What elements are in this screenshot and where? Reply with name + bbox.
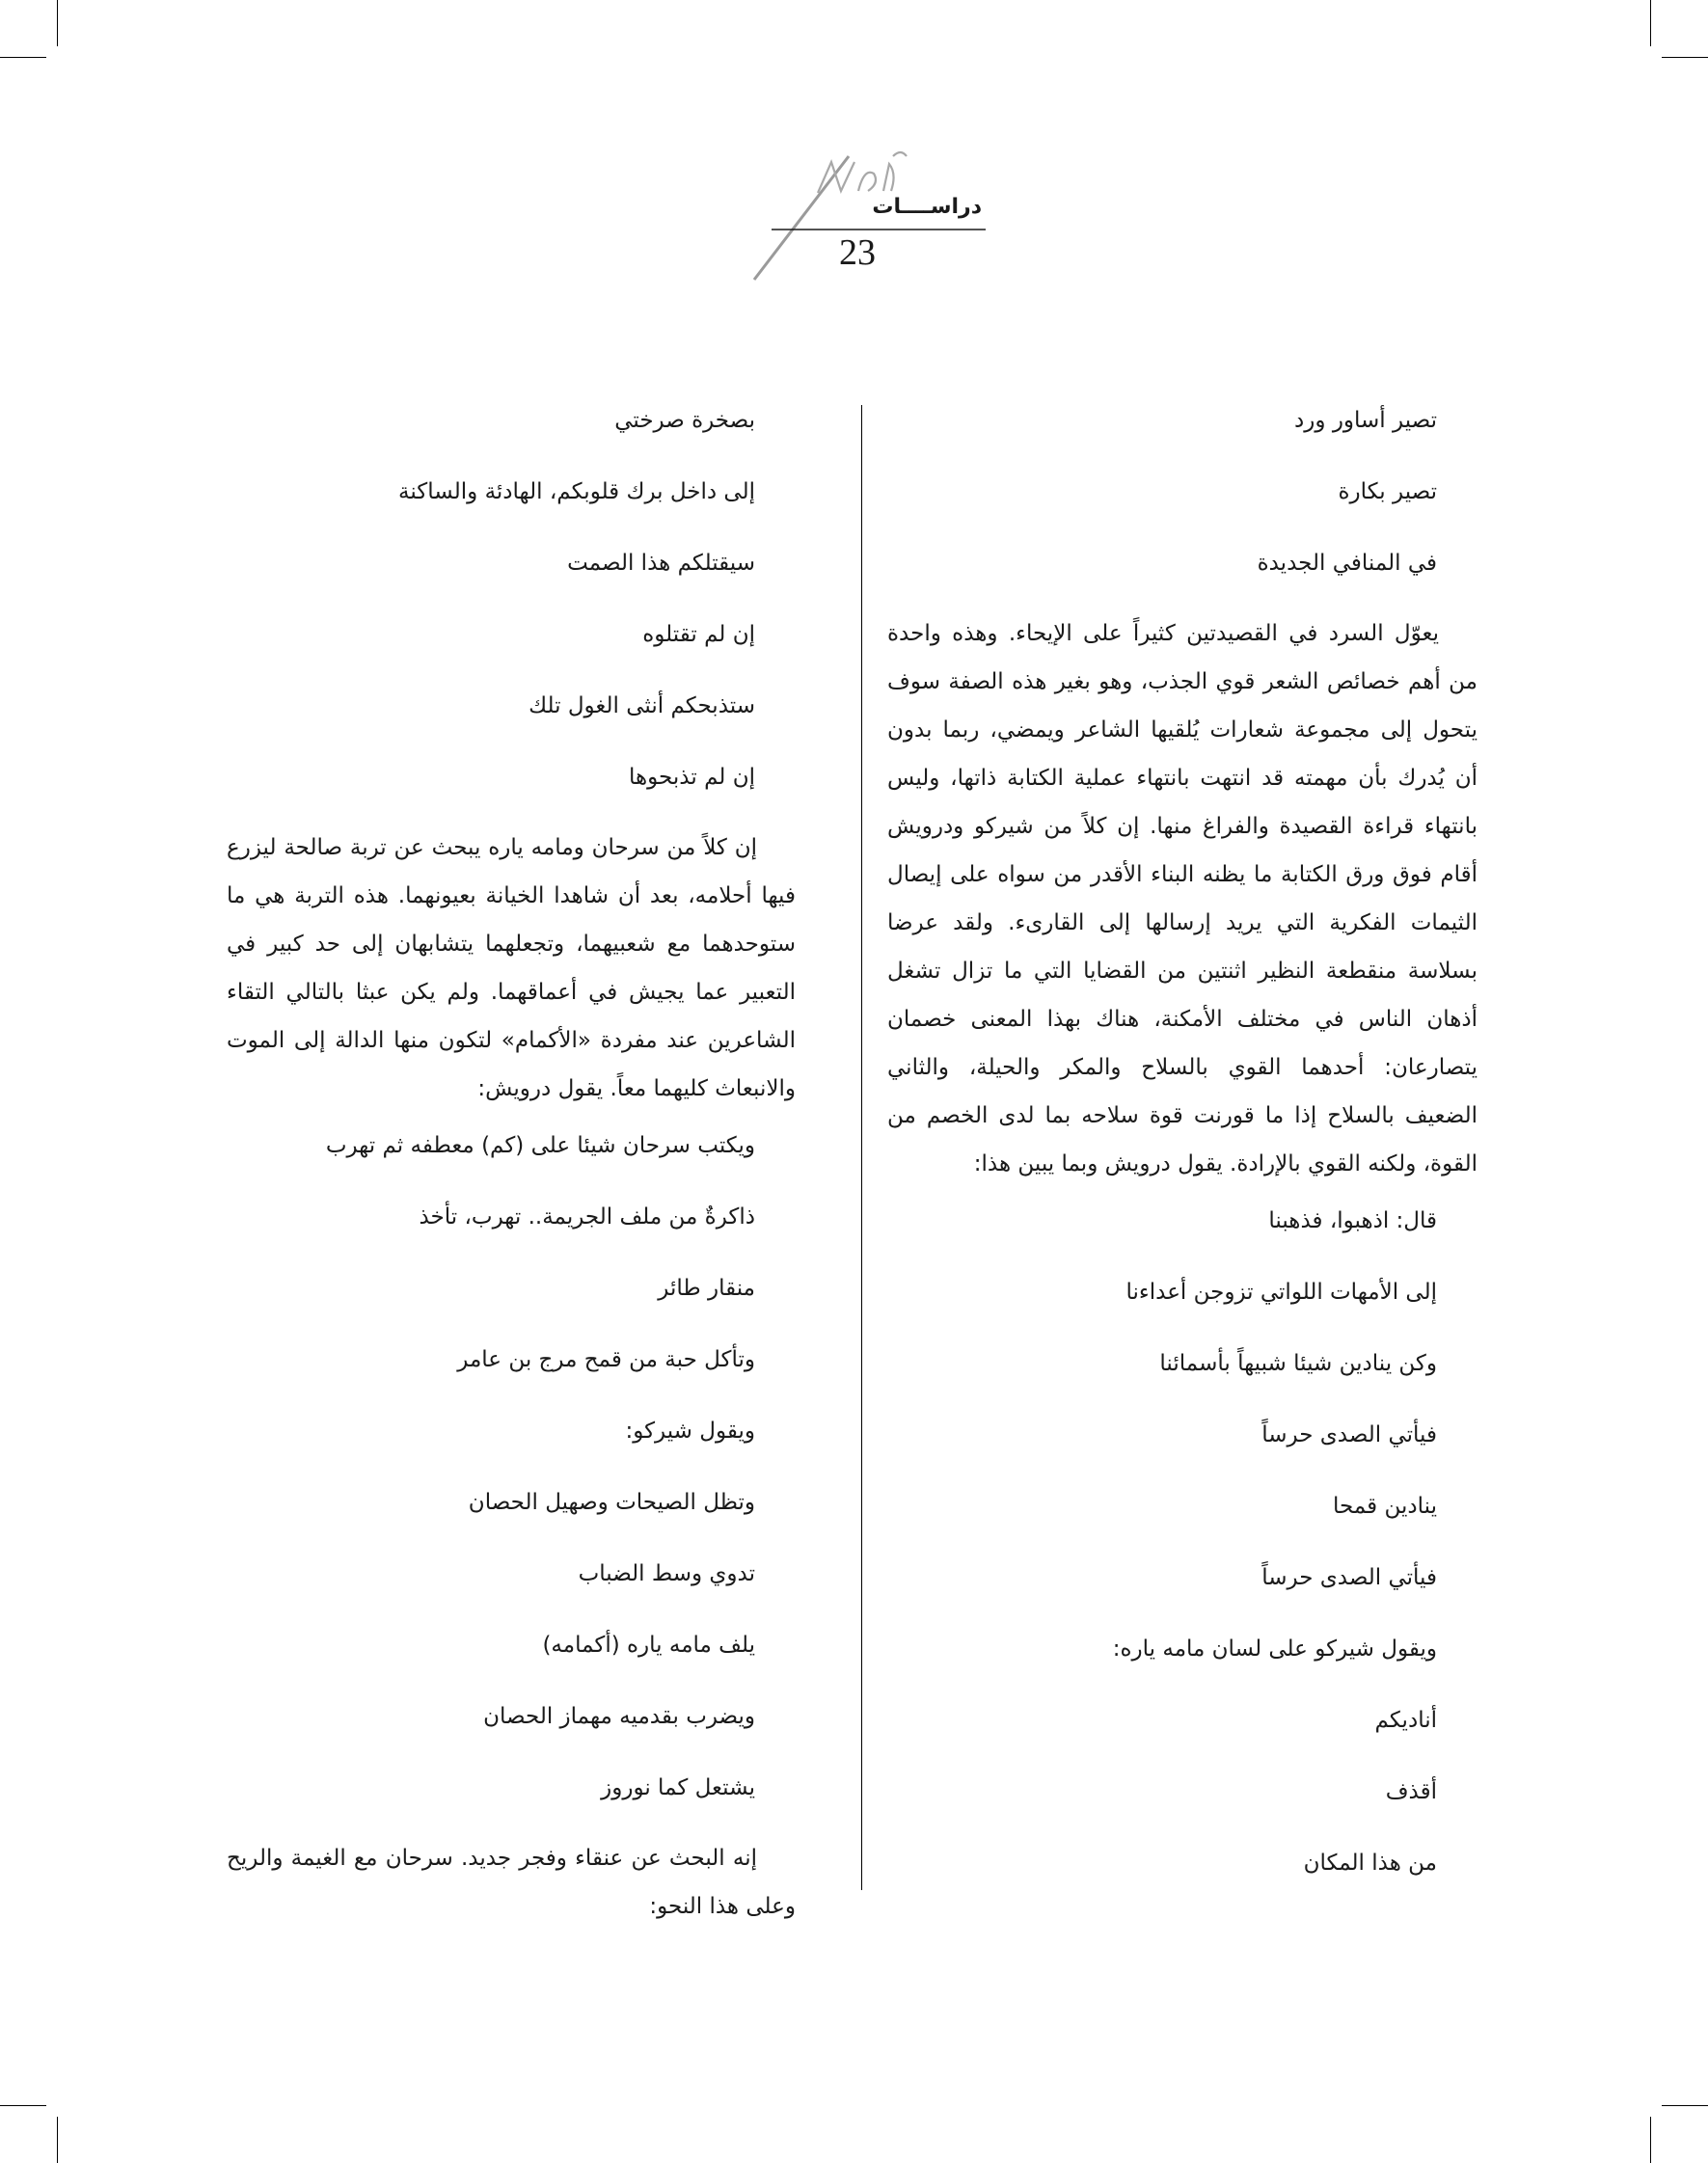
verse-line: ستذبحكم أنثى الغول تلك bbox=[529, 693, 755, 718]
verse-line: أقذف bbox=[1385, 1779, 1437, 1804]
verse-line: ويقول شيركو على لسان مامه ياره: bbox=[1112, 1636, 1437, 1662]
verse-line: ينادين قمحا bbox=[1333, 1494, 1437, 1519]
page-number: 23 bbox=[839, 232, 876, 273]
verse-line: إن لم تقتلوه bbox=[642, 622, 755, 647]
verse-line: بصخرة صرختي bbox=[614, 408, 755, 433]
page-header bbox=[714, 135, 1003, 289]
verse-line: يلف مامه ياره (أكمامه) bbox=[542, 1633, 755, 1658]
closing-paragraph: إنه البحث عن عنقاء وفجر جديد. سرحان مع الغيمة والريح وعلى هذا النحو: bbox=[227, 1846, 796, 1919]
verse-line: يشتعل كما نوروز bbox=[601, 1775, 755, 1800]
verse-line: أناديكم bbox=[1374, 1708, 1437, 1733]
verse-line: منقار طائر bbox=[658, 1276, 755, 1301]
verse-line: إلى الأمهات اللواتي تزوجن أعداءنا bbox=[1125, 1280, 1437, 1305]
verse-line: إلى داخل برك قلوبكم، الهادئة والساكنة bbox=[398, 479, 755, 504]
verse-line: إن لم تذبحوها bbox=[629, 765, 755, 790]
column-divider bbox=[861, 405, 862, 1890]
body-paragraph: يعوّل السرد في القصيدتين كثيراً على الإيحاء. وهذه واحدة من أهم خصائص الشعر قوي الجذب، وهو بغير هذه الصفة سوف يتحول إلى مجموعة شعارات يُلقيها الشاعر ويمضي، ربما بدون أن يُدرك بأن مهمته قد انتهت بانتهاء عملية الكتابة ذاتها، وليس بانتهاء قراءة القصيدة والفراغ منها. إن كلاً من شيركو ودرويش أقام فوق ورق الكتابة ما يظنه البناء الأقدر من سواه على إيصال الثيمات الفكرية التي يريد إرسالها إلى القارىء. ولقد عرضا بسلاسة منقطعة النظير اثنتين من القضايا التي ما تزال تشغل أذهان الناس في مختلف الأمكنة، هناك بهذا المعنى خصمان يتصارعان: أحدهما القوي بالسلاح والمكر والحيلة، والثاني الضعيف بالسلاح إذا ما قورنت قوة سلاحه بما لدى الخصم من القوة، ولكنه القوي بالإرادة. يقول درويش وبما يبين هذا: bbox=[887, 621, 1478, 1176]
verse-line: فيأتي الصدى حرساً bbox=[1261, 1422, 1437, 1447]
crop-mark-top-right bbox=[1650, 0, 1651, 46]
crop-mark-top-right-h bbox=[1662, 57, 1708, 58]
verse-line: وكن ينادين شيئا شبيهاً بأسمائنا bbox=[1159, 1351, 1437, 1376]
crop-mark-bottom-left bbox=[57, 2117, 58, 2163]
verse-line: تصير بكارة bbox=[1338, 479, 1437, 504]
verse-line: وتظل الصيحات وصهيل الحصان bbox=[468, 1490, 755, 1515]
verse-line: تصير أساور ورد bbox=[1294, 408, 1437, 433]
verse-line: وتأكل حبة من قمح مرج بن عامر bbox=[457, 1347, 755, 1372]
verse-line: قال: اذهبوا، فذهبنا bbox=[1268, 1208, 1437, 1233]
verse-line: ذاكرةٌ من ملف الجريمة.. تهرب، تأخذ bbox=[419, 1204, 755, 1230]
left-column bbox=[227, 395, 796, 1938]
verse-line: من هذا المكان bbox=[1303, 1851, 1437, 1876]
section-label: دراســــات bbox=[872, 195, 982, 219]
right-column bbox=[887, 395, 1478, 1909]
verse-line: في المنافي الجديدة bbox=[1257, 551, 1437, 576]
crop-mark-top-left-h bbox=[0, 57, 46, 58]
verse-line: فيأتي الصدى حرساً bbox=[1261, 1565, 1437, 1590]
crop-mark-bottom-left-h bbox=[0, 2105, 46, 2106]
verse-line: ويقول شيركو: bbox=[625, 1419, 755, 1444]
crop-mark-bottom-right-h bbox=[1662, 2105, 1708, 2106]
verse-line: ويضرب بقدميه مهماز الحصان bbox=[483, 1704, 755, 1729]
crop-mark-bottom-right bbox=[1650, 2117, 1651, 2163]
body-paragraph: إن كلاً من سرحان ومامه ياره يبحث عن تربة صالحة ليزرع فيها أحلامه، بعد أن شاهدا الخيانة بعيونهما. هذه التربة هي ما ستوحدهما مع شعبيهما، وتجعلهما يتشابهان إلى حد كبير في التعبير عما يجيش في أعماقهما. ولم يكن عبثا بالتالي التقاء الشاعرين عند مفردة «الأكمام» لتكون منها الدالة إلى الموت والانبعاث كليهما معاً. يقول درويش: bbox=[227, 835, 796, 1101]
verse-line: تدوي وسط الضباب bbox=[578, 1561, 755, 1586]
verse-line: ويكتب سرحان شيئا على (كم) معطفه ثم تهرب bbox=[325, 1133, 755, 1158]
verse-line: سيقتلكم هذا الصمت bbox=[567, 551, 755, 576]
crop-mark-top-left bbox=[57, 0, 58, 46]
